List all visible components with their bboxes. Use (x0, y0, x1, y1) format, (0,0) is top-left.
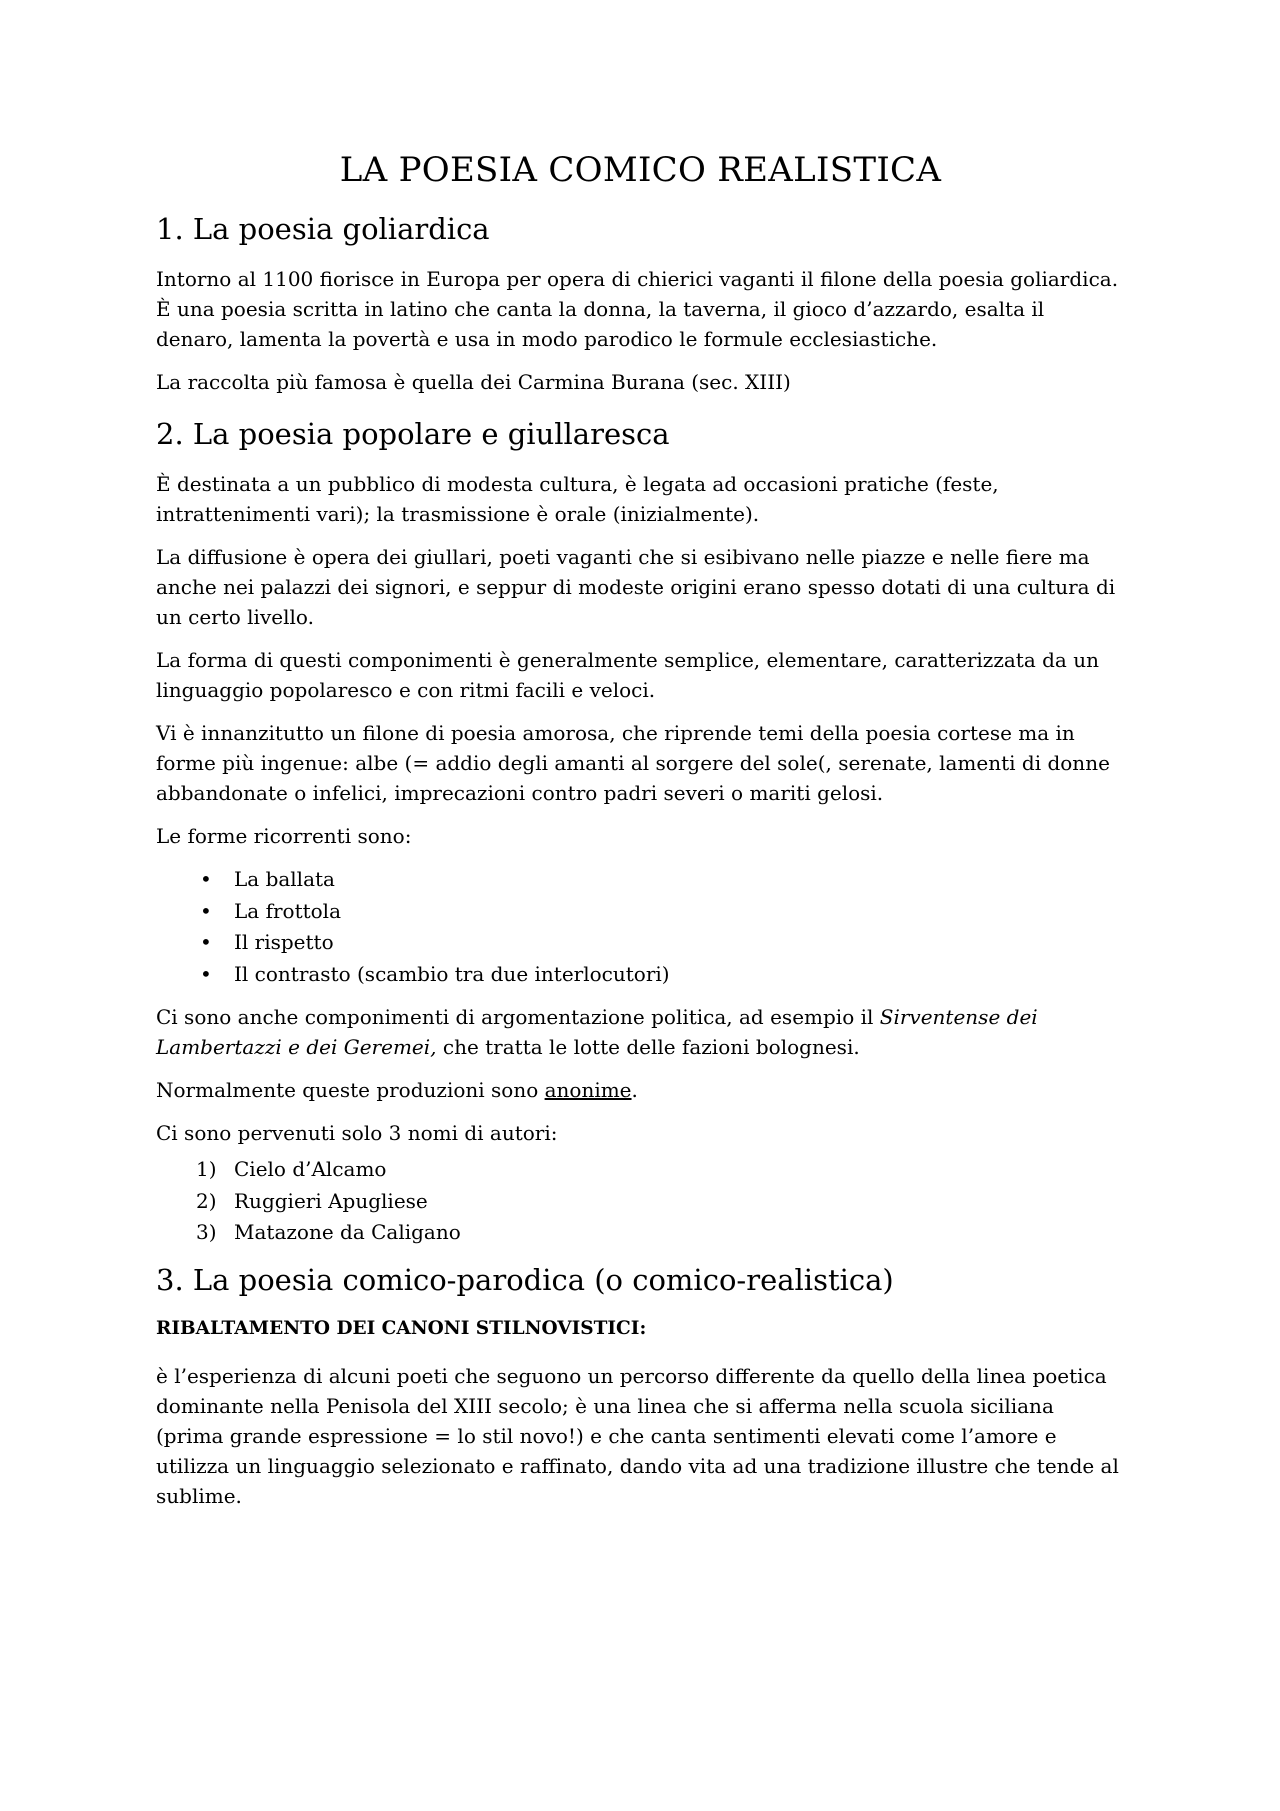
work-title: Sirventense dei Lambertazzi e dei Geremei, (156, 1005, 1038, 1059)
political-paragraph: Ci sono anche componimenti di argomentazione politica, ad esempio il Sirventense dei Lambertazzi e dei Geremei, che tratta le lotte delle fazioni bolognesi. (156, 1005, 1038, 1059)
bullet-icon: • (200, 961, 212, 986)
section-2-paragraph-1: È destinata a un pubblico di modesta cultura, è legata ad occasioni pratiche (feste, intrattenimenti vari); la trasmissione è orale (inizialmente). (156, 472, 999, 526)
section-2-paragraph-4: Vi è innanzitutto un filone di poesia amorosa, che riprende temi della poesia cortese ma in forme più ingenue: albe (= addio degli amanti al sorgere del sole(, serenate, lamenti di donne abbandonate o infelici, imprecazioni contro padri severi o mariti gelosi. (156, 721, 1110, 805)
list-item: 3) Matazone da Caligano (196, 1220, 461, 1244)
authors-list (156, 1154, 1125, 1249)
underlined-word: anonime (544, 1078, 632, 1102)
section-2-paragraph-3: La forma di questi componimenti è generalmente semplice, elementare, caratterizzata da un linguaggio popolaresco e con ritmi facili e veloci. (156, 648, 1099, 702)
authors-intro: Ci sono pervenuti solo 3 nomi di autori: (156, 1121, 558, 1145)
bullet-icon: • (200, 867, 212, 891)
bullet-icon: • (200, 930, 212, 954)
forms-list (156, 864, 1125, 990)
section-1-paragraph-1: Intorno al 1100 fiorisce in Europa per opera di chierici vaganti il filone della poesia goliardica. È una poesia scritta in latino che canta la donna, la taverna, il gioco d’azzardo, esalta il denaro, lamenta la povertà e usa in modo parodico le formule ecclesiastiche. (156, 267, 1119, 351)
list-item: • Il contrasto (scambio tra due interlocutori) (156, 959, 1125, 991)
section-3-paragraph-1: è l’esperienza di alcuni poeti che seguono un percorso differente da quello della linea poetica dominante nella Penisola del XIII secolo; è una linea che si afferma nella scuola siciliana (prima grande espressione = lo stil novo!) e che canta sentimenti elevati come l’amore e utilizza un linguaggio selezionato e raffinato, dando vita ad una tradizione illustre che tende al sublime. (156, 1363, 1119, 1508)
list-item: • Il rispetto (156, 927, 1125, 959)
forms-intro: Le forme ricorrenti sono: (156, 824, 412, 848)
list-item: 2) Ruggieri Apugliese (196, 1188, 428, 1213)
section-1-heading: 1. La poesia goliardica (156, 212, 490, 246)
list-item: 1) Cielo d’Alcamo (196, 1157, 387, 1181)
section-3-heading: 3. La poesia comico-parodica (o comico-realistica) (156, 1262, 894, 1297)
bullet-icon: • (200, 898, 212, 923)
section-2-paragraph-2: La diffusione è opera dei giullari, poeti vaganti che si esibivano nelle piazze e nelle fiere ma anche nei palazzi dei signori, e seppur di modeste origini erano spesso dotati di una cultura di un certo livello. (156, 545, 1116, 629)
anonymous-paragraph: Normalmente queste produzioni sono anonime. (156, 1078, 638, 1102)
list-item: • La frottola (156, 896, 1125, 928)
list-item: • La ballata (156, 864, 1125, 896)
page-title: LA POESIA COMICO REALISTICA (339, 150, 942, 190)
section-3-subheading: RIBALTAMENTO DEI CANONI STILNOVISTICI: (156, 1317, 647, 1339)
section-1-paragraph-2: La raccolta più famosa è quella dei Carmina Burana (sec. XIII) (156, 370, 791, 394)
section-2-heading: 2. La poesia popolare e giullaresca (156, 417, 670, 451)
